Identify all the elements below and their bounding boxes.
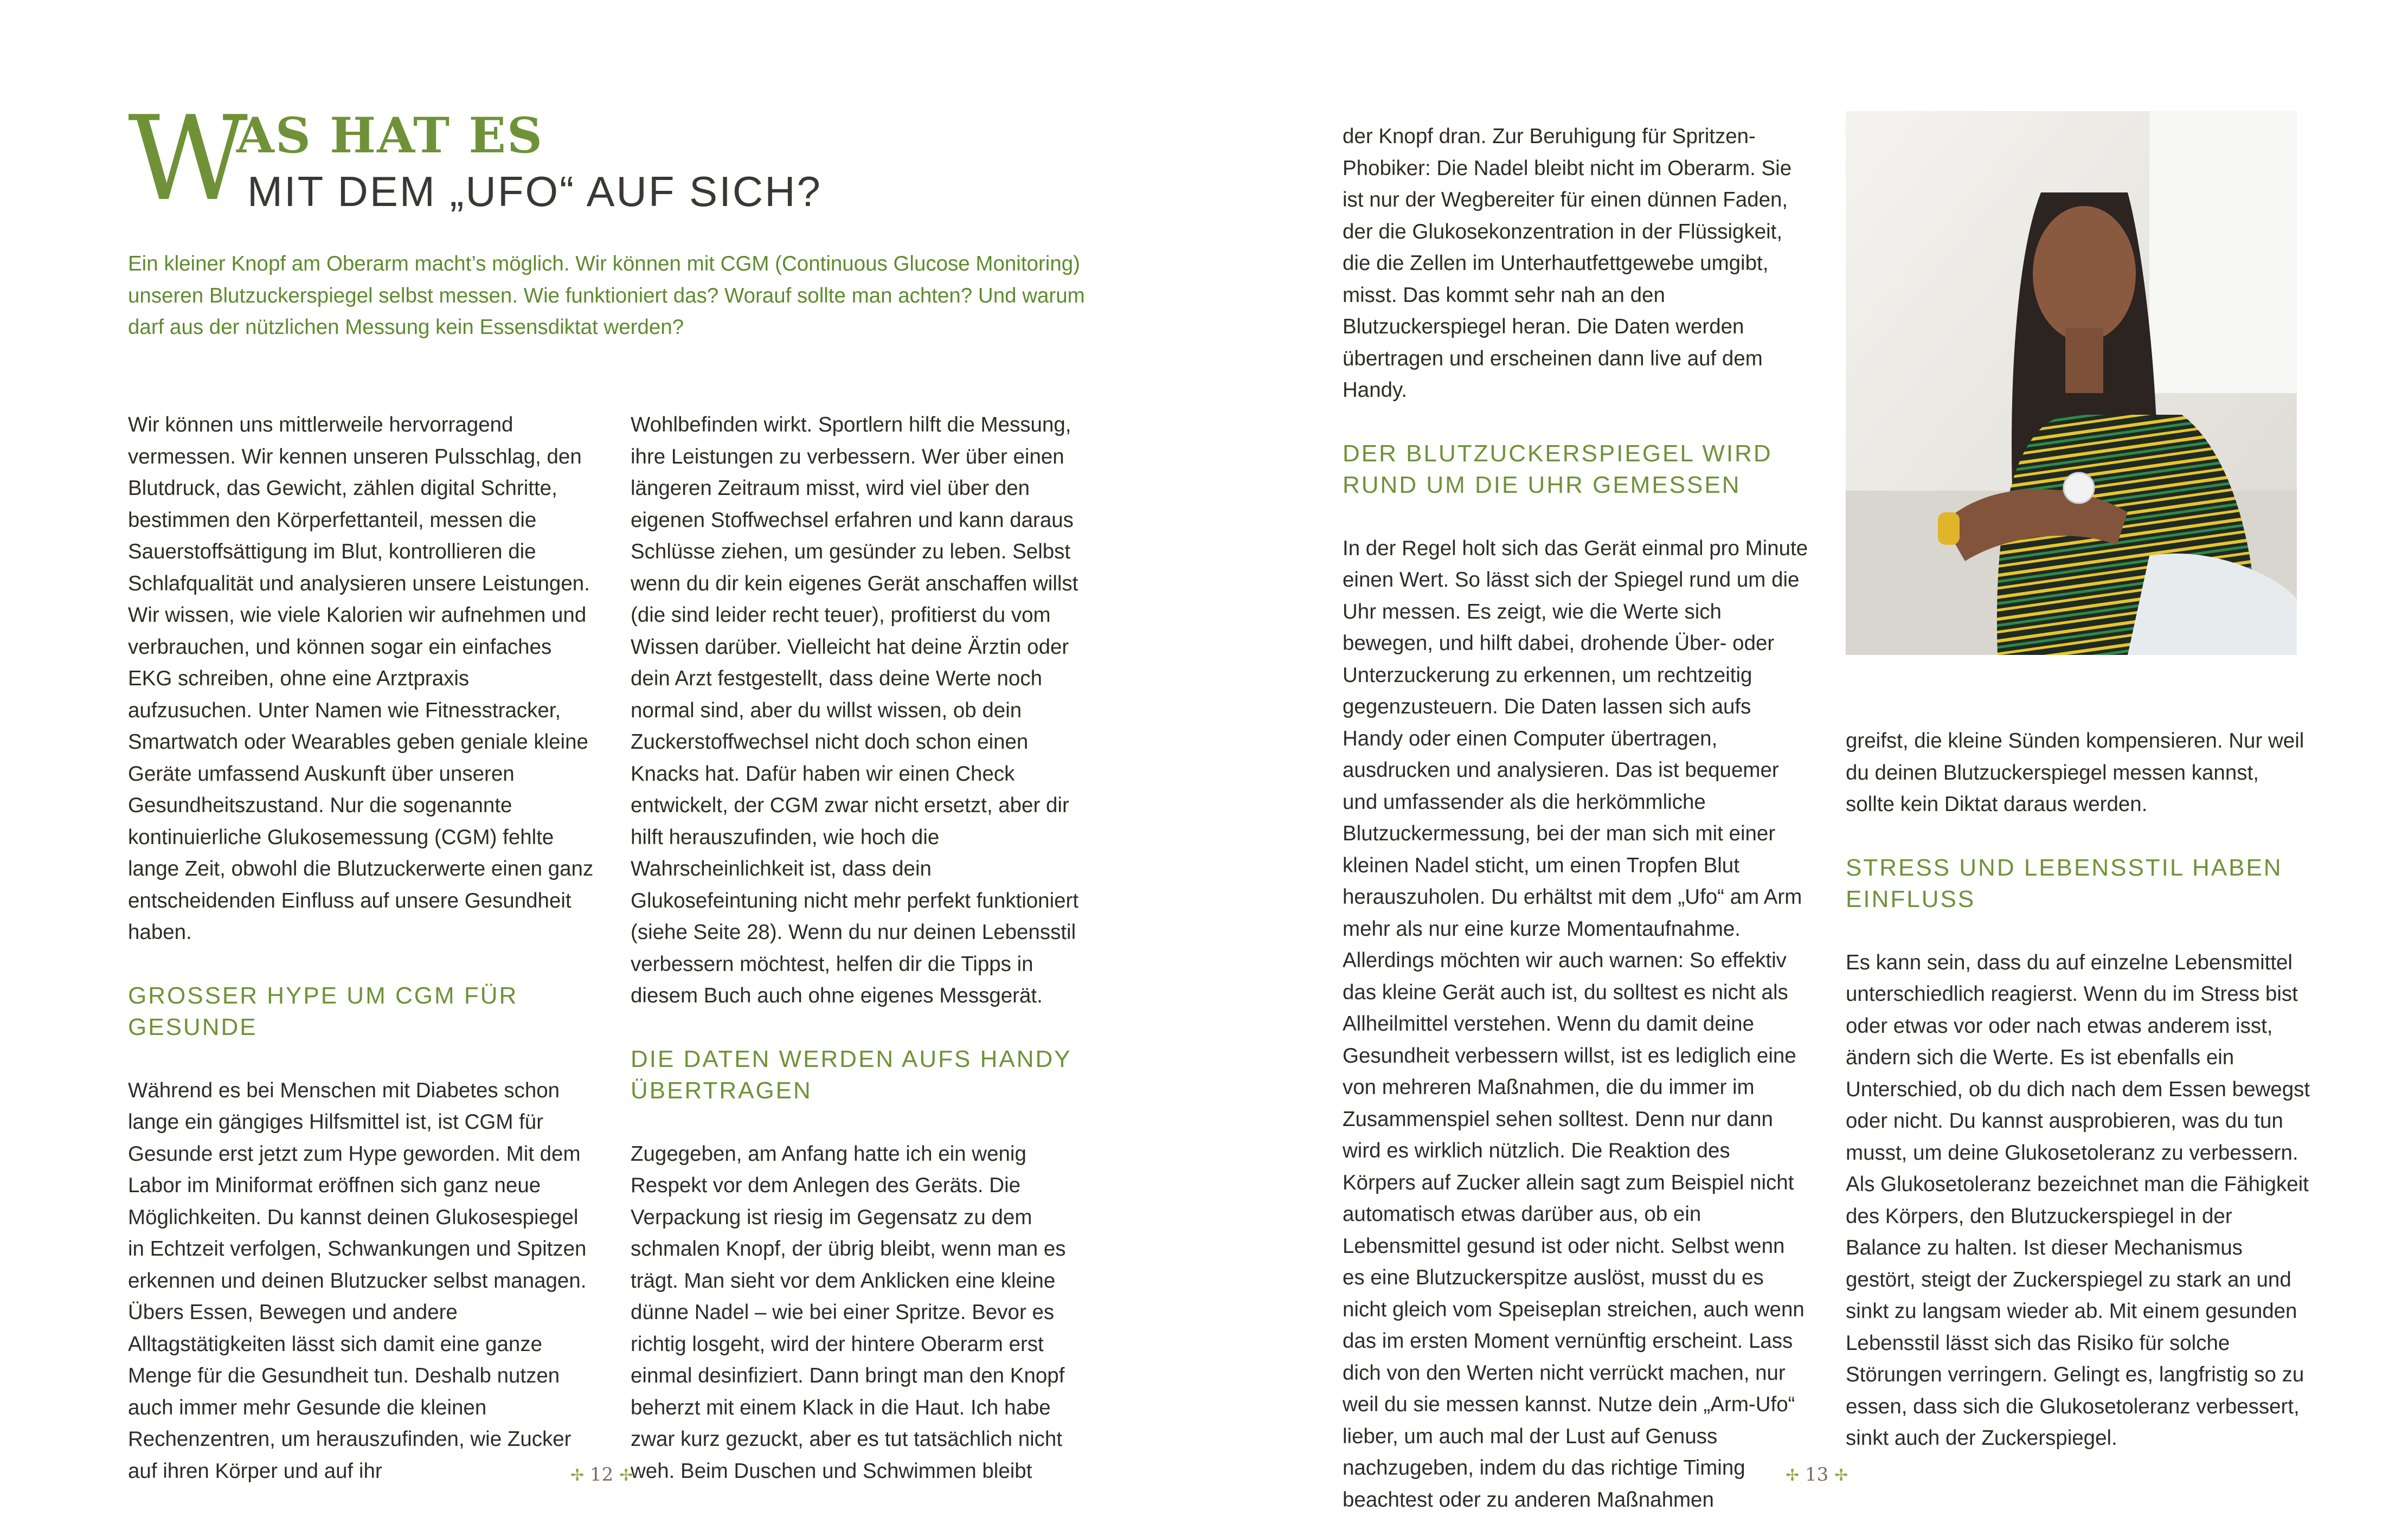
paragraph: greifst, die kleine Sünden kompensieren. Nur weil du deinen Blutzuckerspiegel messen kannst, sollte kein Diktat daraus werden.	[1846, 729, 2304, 816]
portrait-photo	[1846, 111, 2297, 655]
section-heading: GROSSER HYPE UM CGM FÜR GESUNDE	[128, 982, 518, 1040]
paragraph: Es kann sein, dass du auf einzelne Lebensmittel unterschiedlich reagierst. Wenn du im Stress bist oder etwas vor oder nach etwas anderem isst, ändern sich die Werte. Es ist ebenfalls ein Unterschied, ob du dich nach dem Essen bewegst oder nicht. Du kannst ausprobieren, was du tun musst, um deine Glukosetoleranz zu verbessern. Als Glukosetoleranz bezeichnet man die Fähigkeit des Körpers, den Blutzuckerspiegel in der Balance zu halten. Ist dieser Mechanismus gestört, steigt der Zuckerspiegel zu stark an und sinkt zu langsam wieder ab. Mit einem gesunden Lebensstil lässt sich das Risiko für solche Störungen verringern. Gelingt es, langfristig so zu essen, dass sich die Glukosetoleranz verbessert, sinkt auch der Zuckerspiegel.	[1846, 950, 2310, 1450]
paragraph: Zugegeben, am Anfang hatte ich ein wenig Respekt vor dem Anlegen des Geräts. Die Verpackung ist riesig im Gegensatz zu dem schmalen Knopf, der übrig bleibt, wenn man es trägt. Man sieht vor dem Anklicken eine kleine dünne Nadel – wie bei einer Spritze. Bevor es richtig losgeht, wird der hintere Oberarm erst einmal desinfiziert. Dann bringt man den Knopf beherzt mit einem Klack in die Haut. Ich habe zwar kurz gezuckt, aber es tut tatsächlich nicht weh. Beim Duschen und Schwimmen bleibt	[631, 1142, 1066, 1483]
title-dropcap: W	[128, 91, 248, 227]
page-number: 13	[1805, 1464, 1829, 1485]
ornament-icon: ✢	[619, 1466, 633, 1485]
section-heading: STRESS UND LEBENSSTIL HABEN EINFLUSS	[1846, 854, 2283, 912]
text-column-2	[631, 409, 1097, 1487]
paragraph: Wohlbefinden wirkt. Sportlern hilft die Messung, ihre Leistungen zu verbessern. Wer über einen längeren Zeitraum misst, wird viel über den eigenen Stoffwechsel erfahren und kann daraus Schlüsse ziehen, um gesünder zu leben. Selbst wenn du dir kein eigenes Gerät anschaffen willst (die sind leider recht teuer), profitierst du vom Wissen darüber. Vielleicht hat deine Ärztin oder dein Arzt festgestellt, dass deine Werte noch normal sind, aber du willst wissen, ob dein Zuckerstoffwechsel nicht doch schon einen Knacks hat. Dafür haben wir einen Check entwickelt, der CGM zwar nicht ersetzt, aber dir hilft herauszufinden, wie hoch die Wahrscheinlichkeit ist, dass dein Glukosefeintuning nicht mehr perfekt funktioniert (siehe Seite 28). Wenn du nur deinen Lebensstil verbessern möchtest, helfen dir die Tipps in diesem Buch auch ohne eigenes Messgerät.	[631, 413, 1079, 1007]
paragraph: Wir können uns mittlerweile hervorragend vermessen. Wir kennen unseren Pulsschlag, den Blutdruck, das Gewicht, zählen digital Schritte, bestimmen den Körperfettanteil, messen die Sauerstoffsättigung im Blut, kontrollieren die Schlafqualität und analysieren unsere Leistungen. Wir wissen, wie viele Kalorien wir aufnehmen und verbrauchen, und können sogar ein einfaches EKG schreiben, ohne eine Arztpraxis aufzusuchen. Unter Namen wie Fitnesstracker, Smartwatch oder Wearables geben geniale kleine Geräte umfassend Auskunft über unseren Gesundheitszustand. Nur die sogenannte kontinuierliche Glukosemessung (CGM) fehlte lange Zeit, obwohl die Blutzuckerwerte einen ganz entscheidenden Einfluss auf unsere Gesundheit haben.	[128, 413, 594, 944]
ornament-icon: ✢	[1786, 1466, 1800, 1485]
ornament-icon: ✢	[570, 1466, 585, 1485]
text-column-1	[128, 409, 594, 1487]
paragraph: In der Regel holt sich das Gerät einmal pro Minute einen Wert. So lässt sich der Spiegel rund um die Uhr messen. Es zeigt, wie die Werte sich bewegen, und hilft dabei, drohende Über- oder Unterzuckerung zu erkennen, um rechtzeitig gegenzusteuern. Die Daten lassen sich aufs Handy oder einen Computer übertragen, ausdrucken und analysieren. Das ist bequemer und umfassender als die herkömmliche Blutzuckermessung, bei der man sich mit einer kleinen Nadel sticht, um einen Tropfen Blut herauszuholen. Du erhältst mit dem „Ufo“ am Arm mehr als nur eine kurze Momentaufnahme. Allerdings möchten wir auch warnen: So effektiv das kleine Gerät auch ist, du solltest es nicht als Allheilmittel verstehen. Wenn du damit deine Gesundheit verbessern willst, ist es lediglich eine von mehreren Maßnahmen, die du immer im Zusammenspiel sehen solltest. Denn nur dann wird es wirklich nützlich. Die Reaktion des Körpers auf Zucker allein sagt zum Beispiel nicht automatisch etwas darüber aus, ob ein Lebensmittel gesund ist oder nicht. Selbst wenn es eine Blutzuckerspitze auslöst, musst du es nicht gleich vom Speiseplan streichen, auch wenn das im ersten Moment vernünftig erscheint. Lass dich von den Werten nicht verrückt machen, nur weil du sie messen kannst. Nutze dein „Arm-Ufo“ lieber, um auch mal der Lust auf Genuss nachzugeben, indem du das richtige Timing beachtest oder zu anderen Maßnahmen	[1343, 536, 1808, 1512]
chapter-title	[128, 91, 974, 227]
title-line-2: MIT DEM „UFO“ AUF SICH?	[247, 168, 822, 215]
page-number-left	[570, 1464, 633, 1487]
paragraph: der Knopf dran. Zur Beruhigung für Spritzen-Phobiker: Die Nadel bleibt nicht im Oberarm. Sie ist nur der Wegbereiter für einen dünnen Faden, der die Glukosekonzentration in der Flüssigkeit, die die Zellen im Unterhautfettgewebe umgibt, misst. Das kommt sehr nah an den Blutzuckerspiegel heran. Die Daten werden übertragen und erscheinen dann live auf dem Handy.	[1343, 125, 1792, 402]
section-heading: DER BLUTZUCKERSPIEGEL WIRD RUND UM DIE UHR GEMESSEN	[1343, 440, 1773, 498]
paragraph: Während es bei Menschen mit Diabetes schon lange ein gängiges Hilfsmittel ist, ist CGM für Gesunde erst jetzt zum Hype geworden. Mit dem Labor im Miniformat eröffnen sich ganz neue Möglichkeiten. Du kannst deinen Glukosespiegel in Echtzeit verfolgen, Schwankungen und Spitzen erkennen und deinen Blutzucker selbst managen. Übers Essen, Bewegen und andere Alltagstätigkeiten lässt sich damit eine ganze Menge für die Gesundheit tun. Deshalb nutzen auch immer mehr Gesunde die kleinen Rechenzentren, um herauszufinden, wie Zucker auf ihren Körper und auf ihr	[128, 1078, 587, 1483]
page-number-right	[1786, 1464, 1848, 1487]
ornament-icon: ✢	[1834, 1466, 1848, 1485]
title-line-1: AS HAT ES	[236, 107, 543, 164]
page-number: 12	[589, 1464, 614, 1485]
section-heading: DIE DATEN WERDEN AUFS HANDY ÜBERTRAGEN	[631, 1045, 1071, 1104]
intro-paragraph: Ein kleiner Knopf am Oberarm macht’s möglich. Wir können mit CGM (Continuous Glucose Monitoring) unseren Blutzuckerspiegel selbst messen. Wie funktioniert das? Worauf sollte man achten? Und warum darf aus der nützlichen Messung kein Essensdiktat werden?	[128, 252, 1085, 339]
text-column-3	[1343, 121, 1809, 1516]
text-column-4	[1846, 725, 2312, 1455]
